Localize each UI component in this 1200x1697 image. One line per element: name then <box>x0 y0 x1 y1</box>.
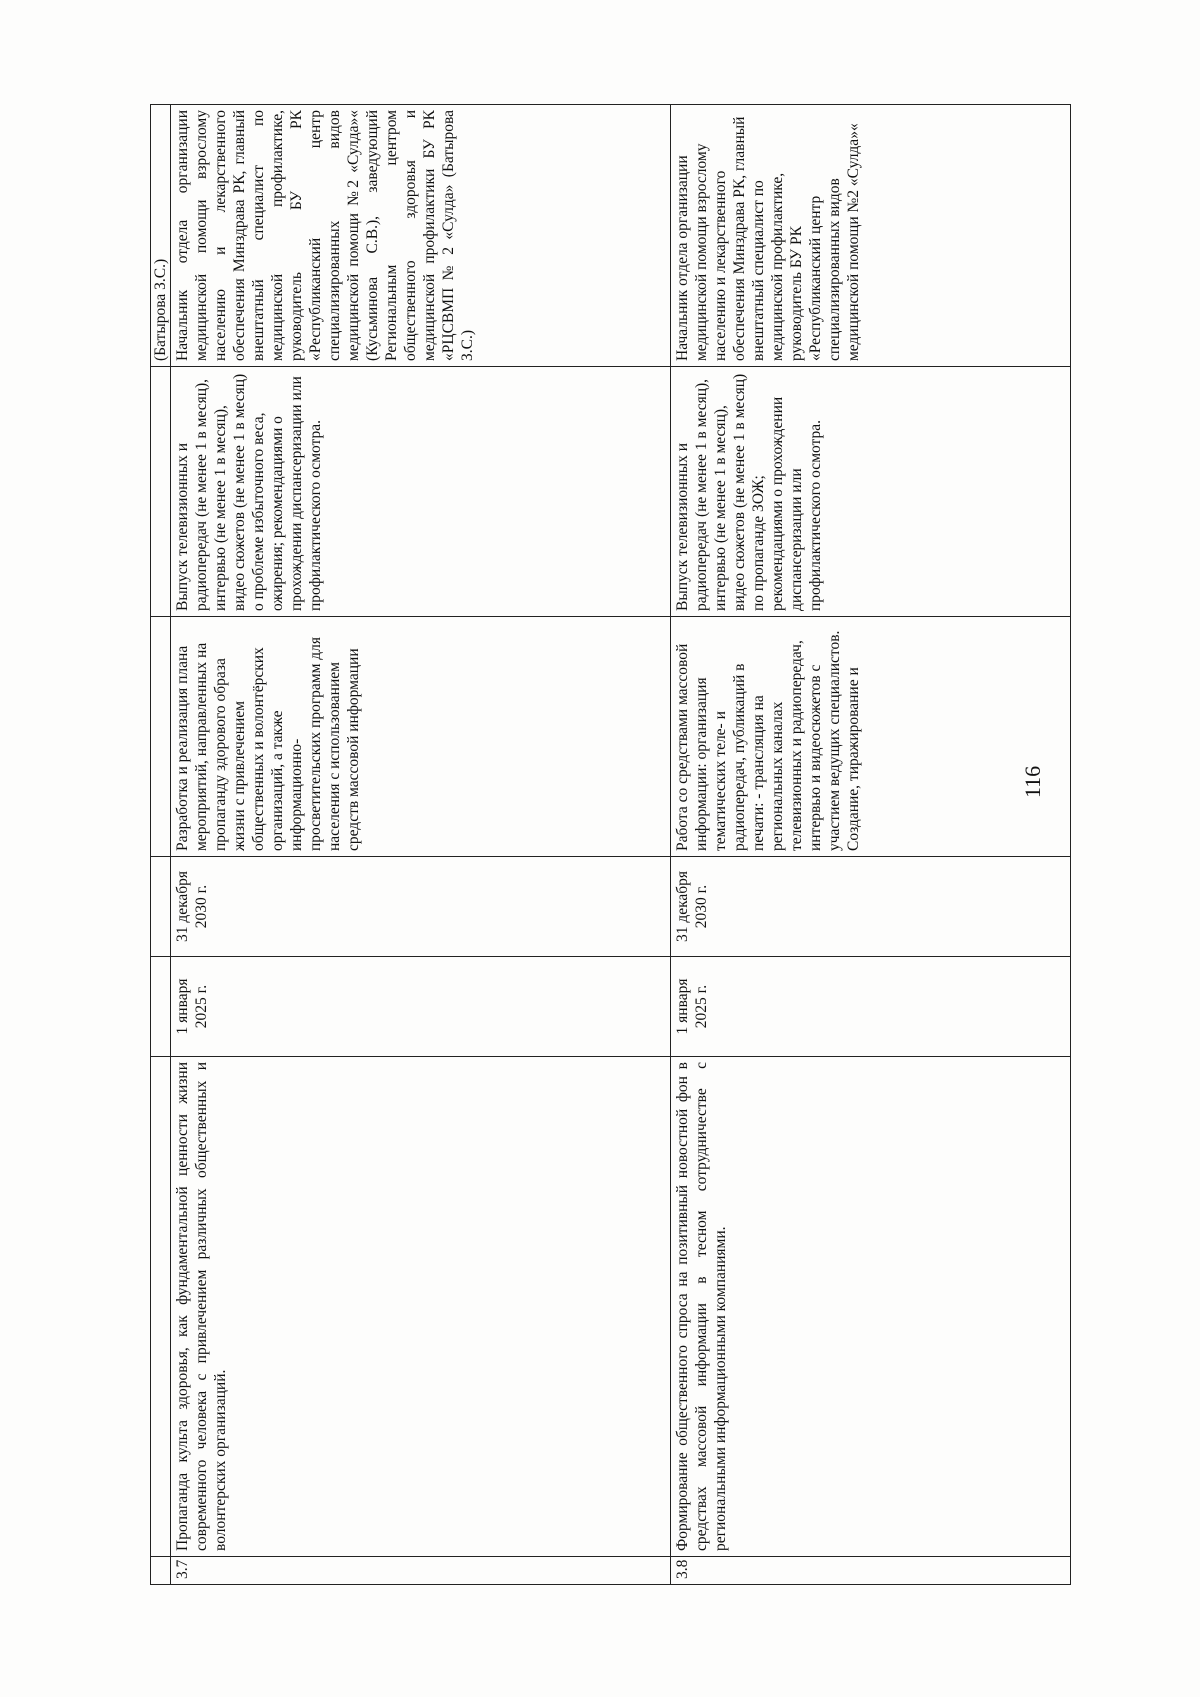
table-row <box>671 105 1071 1585</box>
plan-table <box>150 104 1071 1585</box>
end-date-cell: 31 декабря 2030 г. <box>671 857 1071 957</box>
row-number: 3.7 <box>171 1557 671 1585</box>
rotated-table-page <box>150 105 1070 1585</box>
result-cell: Выпуск телевизионных и радиопередач (не менее 1 в месяц), интервью (не менее 1 в месяц), видео сюжетов (не менее 1 в месяц) о проблеме избыточного веса, ожирения; рекомендациями о прохождении диспансеризации или профилактического осмотра. <box>171 367 671 617</box>
end-date-cell: 31 декабря 2030 г. <box>171 857 671 957</box>
row-number: 3.8 <box>671 1557 1071 1585</box>
responsible-cell: Начальник отдела организации медицинской помощи взрослому населению и лекарственного обеспечения Минздрава РК, главный внештатный специалист по медицинской профилактике, руководитель БУ РК «Республиканский центр специализированных видов медицинской помощи №2 «Сулда»« (Кусьминова С.В.), заведующий Региональным центром общественного здоровья и медицинской профилактики БУ РК «РЦСВМП № 2 «Сулда» (Батырова З.С.) <box>171 105 671 367</box>
carry-over-text: (Батырова З.С.) <box>151 105 171 367</box>
content-cell: Работа со средствами массовой информации: организация тематических теле- и радиопередач, публикаций в печати: - трансляция на региональных каналах телевизионных и радиопередач, интервью и видеосюжетов с участием ведущих специалистов. Создание, тиражирование и <box>671 617 1071 857</box>
event-cell: Пропаганда культа здоровья, как фундаментальной ценности жизни современного человека с привлечением различных общественных и волонтерских организаций. <box>171 1057 671 1557</box>
table-row <box>171 105 671 1585</box>
event-cell: Формирование общественного спроса на позитивный новостной фон в средствах массовой информации в тесном сотрудничестве с региональными информационными компаниями. <box>671 1057 1071 1557</box>
responsible-cell: Начальник отдела организации медицинской помощи взрослому населению и лекарственного обеспечения Минздрава РК, главный внештатный специалист по медицинской профилактике, руководитель БУ РК «Республиканский центр специализированных видов медицинской помощи №2 «Сулда»« <box>671 105 1071 367</box>
page-number: 116 <box>1020 765 1045 798</box>
start-date-cell: 1 января 2025 г. <box>171 957 671 1057</box>
table-row-carry-over <box>151 105 171 1585</box>
start-date-cell: 1 января 2025 г. <box>671 957 1071 1057</box>
content-cell: Разработка и реализация плана мероприятий, направленных на пропаганду здорового образа жизни с привлечением общественных и волонтёрских организаций, а также информационно-просветительских программ для населения с использованием средств массовой информации <box>171 617 671 857</box>
result-cell: Выпуск телевизионных и радиопередач (не менее 1 в месяц), интервью (не менее 1 в месяц), видео сюжетов (не менее 1 в месяц) по пропаганде ЗОЖ; рекомендациями о прохождении диспансеризации или профилактического осмотра. <box>671 367 1071 617</box>
